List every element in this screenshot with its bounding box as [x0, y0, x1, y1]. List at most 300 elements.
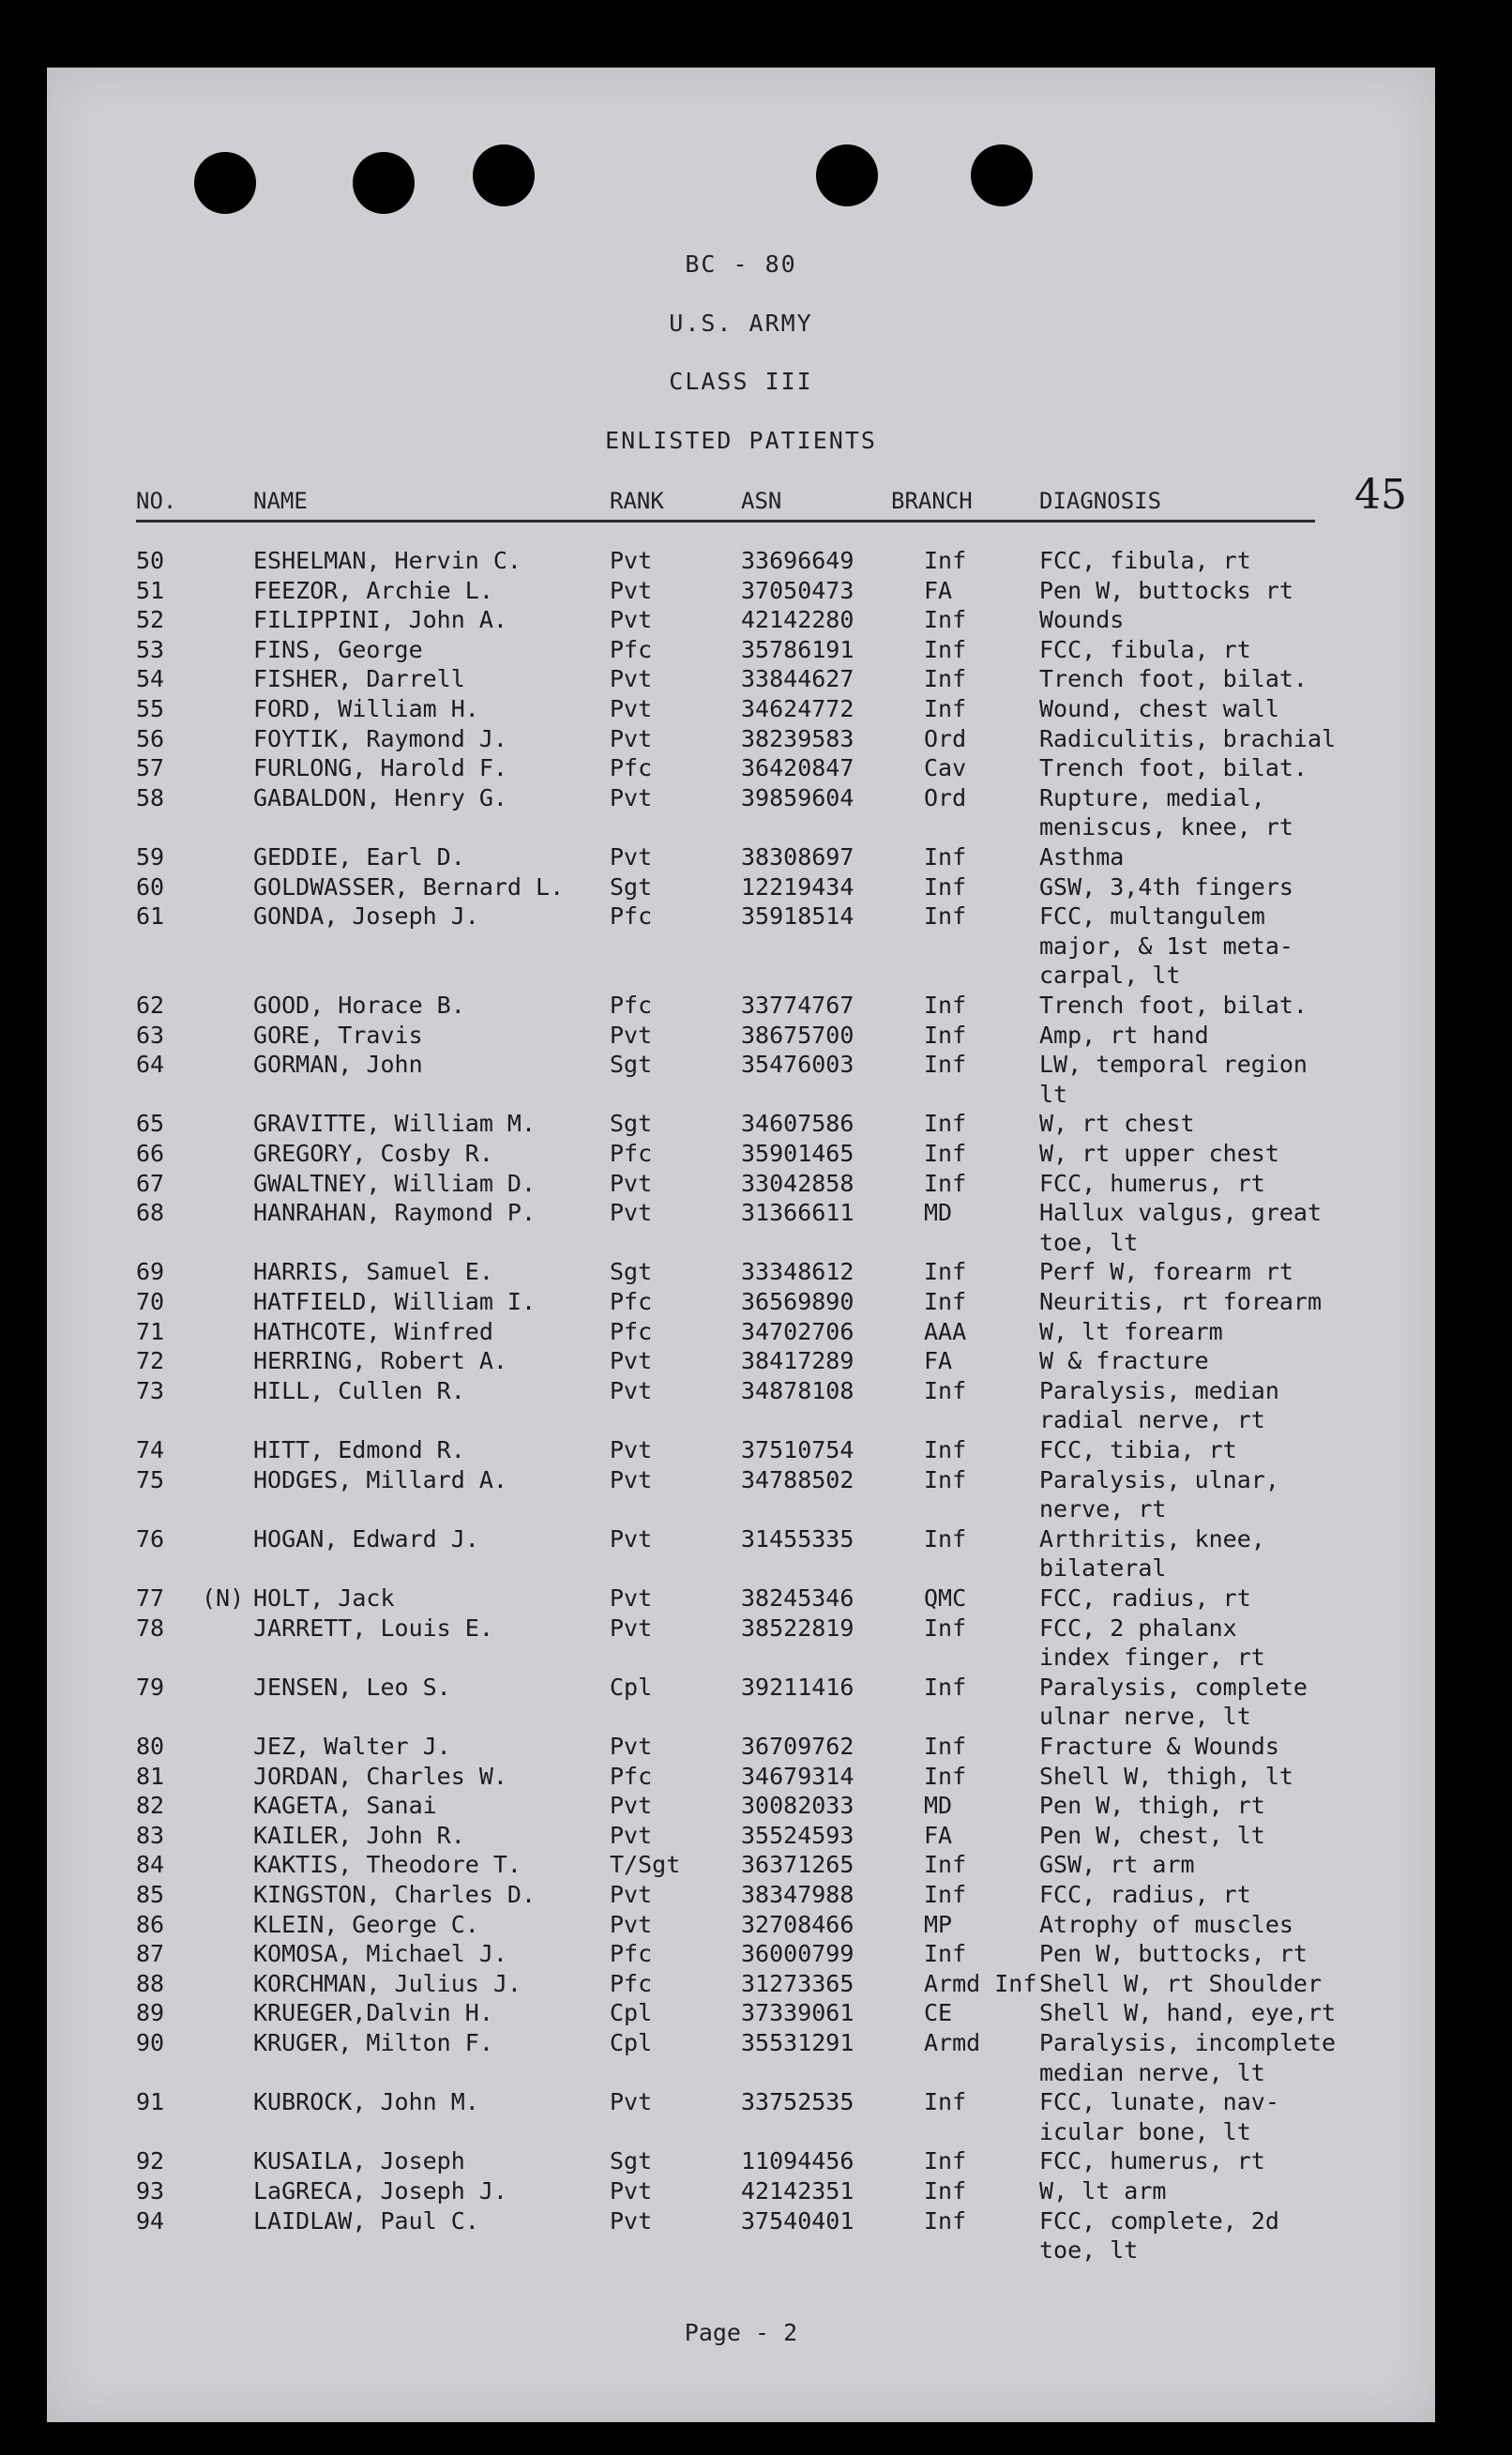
patient-asn: 39211416	[741, 1673, 854, 1701]
patient-asn: 37510754	[741, 1436, 854, 1463]
patient-branch: Inf	[924, 992, 967, 1019]
punch-hole	[971, 144, 1033, 206]
patient-diagnosis: W, lt forearm	[1039, 1317, 1223, 1345]
patient-name: FOYTIK, Raymond J.	[253, 724, 507, 752]
patient-asn: 38675700	[741, 1021, 854, 1049]
patient-rank: Cpl	[610, 1999, 653, 2027]
row-number: 94	[136, 2206, 165, 2235]
patient-diagnosis: ulnar nerve, lt	[1039, 1703, 1251, 1731]
patient-name: GOLDWASSER, Bernard L.	[253, 872, 565, 901]
patient-branch: Inf	[924, 1140, 967, 1167]
patient-rank: Pvt	[610, 2177, 653, 2205]
patient-asn: 37339061	[741, 1999, 854, 2027]
row-number: 63	[136, 1021, 165, 1049]
patient-diagnosis: Asthma	[1039, 843, 1125, 871]
patient-branch: Inf	[924, 872, 967, 901]
patient-diagnosis: Trench foot, bilat.	[1039, 992, 1308, 1019]
patient-asn: 35918514	[741, 902, 854, 931]
patient-branch: Inf	[924, 1762, 967, 1790]
patient-diagnosis: FCC, tibia, rt	[1039, 1436, 1237, 1463]
patient-diagnosis: bilateral	[1039, 1554, 1167, 1583]
patient-rank: Pvt	[610, 1436, 653, 1463]
patient-asn: 34702706	[741, 1317, 854, 1345]
patient-diagnosis: W, lt arm	[1039, 2177, 1167, 2205]
patient-diagnosis: Shell W, hand, eye,rt	[1039, 1999, 1337, 2027]
patient-name: LAIDLAW, Paul C.	[253, 2206, 479, 2235]
patient-rank: Pvt	[610, 576, 653, 604]
patient-branch: MP	[924, 1910, 953, 1938]
patient-branch: Inf	[924, 1436, 967, 1463]
patient-rank: Pfc	[610, 754, 653, 782]
patient-rank: Sgt	[610, 2147, 653, 2175]
patient-branch: MD	[924, 1792, 953, 1820]
patient-branch: FA	[924, 576, 953, 604]
patient-rank: Pvt	[610, 606, 653, 634]
patient-diagnosis: Pen W, buttocks rt	[1039, 576, 1293, 604]
patient-diagnosis: FCC, fibula, rt	[1039, 547, 1251, 574]
row-number: 91	[136, 2088, 165, 2116]
patient-rank: Pvt	[610, 1881, 653, 1908]
patient-name: GEDDIE, Earl D.	[253, 843, 465, 871]
row-number: 56	[136, 724, 165, 752]
row-number: 52	[136, 606, 165, 634]
patient-asn: 35531291	[741, 2029, 854, 2056]
patient-rank: Pvt	[610, 1021, 653, 1049]
patient-diagnosis: Paralysis, ulnar,	[1039, 1465, 1279, 1493]
patient-name: JEZ, Walter J.	[253, 1733, 451, 1760]
patient-diagnosis: Hallux valgus, great	[1039, 1199, 1323, 1227]
patient-asn: 36709762	[741, 1733, 854, 1760]
patient-branch: Inf	[924, 1021, 967, 1049]
patient-diagnosis: FCC, multangulem	[1039, 902, 1265, 931]
patient-branch: Inf	[924, 2206, 967, 2235]
row-number: 64	[136, 1051, 165, 1079]
patient-asn: 38308697	[741, 843, 854, 871]
patient-diagnosis: index finger, rt	[1039, 1644, 1265, 1672]
row-number: 73	[136, 1376, 165, 1404]
patient-diagnosis: nerve, rt	[1039, 1495, 1167, 1523]
patient-rank: Pvt	[610, 843, 653, 871]
patient-rank: Pvt	[610, 1792, 653, 1820]
patient-asn: 38239583	[741, 724, 854, 752]
patient-name: GOOD, Horace B.	[253, 992, 465, 1019]
patient-rank: Pfc	[610, 1762, 653, 1790]
row-number: 65	[136, 1110, 165, 1138]
page-footer: Page - 2	[684, 2319, 798, 2346]
patient-name: HERRING, Robert A.	[253, 1347, 507, 1375]
patient-diagnosis: FCC, radius, rt	[1039, 1881, 1251, 1908]
patient-branch: Inf	[924, 606, 967, 634]
row-number: 83	[136, 1821, 165, 1849]
patient-name: HILL, Cullen R.	[253, 1376, 465, 1404]
patient-name: KAGETA, Sanai	[253, 1792, 437, 1820]
row-number: 80	[136, 1733, 165, 1760]
row-number: 77	[136, 1584, 165, 1612]
patient-asn: 36000799	[741, 1940, 854, 1968]
row-number: 82	[136, 1792, 165, 1820]
patient-diagnosis: FCC, humerus, rt	[1039, 2147, 1265, 2175]
patient-name: KUSAILA, Joseph	[253, 2147, 465, 2175]
row-number: 75	[136, 1465, 165, 1493]
patient-branch: AAA	[924, 1317, 967, 1345]
row-number: 74	[136, 1436, 165, 1463]
patient-asn: 38245346	[741, 1584, 854, 1612]
patient-name: ESHELMAN, Hervin C.	[253, 547, 522, 574]
patient-asn: 34679314	[741, 1762, 854, 1790]
patient-asn: 33774767	[741, 992, 854, 1019]
patient-name: GREGORY, Cosby R.	[253, 1140, 493, 1167]
patient-branch: Inf	[924, 1376, 967, 1404]
patient-asn: 33348612	[741, 1258, 854, 1286]
row-number: 67	[136, 1169, 165, 1197]
patient-rank: Pvt	[610, 1376, 653, 1404]
patient-rank: Pvt	[610, 1524, 653, 1553]
patient-name: HODGES, Millard A.	[253, 1465, 507, 1493]
patient-diagnosis: Radiculitis, brachial	[1039, 724, 1337, 752]
patient-diagnosis: Neuritis, rt forearm	[1039, 1288, 1323, 1315]
row-number: 86	[136, 1910, 165, 1938]
patient-branch: QMC	[924, 1584, 967, 1612]
row-number: 69	[136, 1258, 165, 1286]
patient-diagnosis: W & fracture	[1039, 1347, 1209, 1375]
patient-diagnosis: Amp, rt hand	[1039, 1021, 1209, 1049]
patient-rank: Pfc	[610, 1969, 653, 1997]
patient-diagnosis: Atrophy of muscles	[1039, 1910, 1293, 1938]
row-number: 93	[136, 2177, 165, 2205]
patient-name: GONDA, Joseph J.	[253, 902, 479, 931]
patient-rank: Pvt	[610, 1910, 653, 1938]
patient-diagnosis: lt	[1039, 1080, 1068, 1108]
patient-diagnosis: median nerve, lt	[1039, 2058, 1265, 2086]
patient-asn: 33752535	[741, 2088, 854, 2116]
patient-asn: 34607586	[741, 1110, 854, 1138]
patient-diagnosis: FCC, fibula, rt	[1039, 635, 1251, 663]
patient-asn: 42142351	[741, 2177, 854, 2205]
patient-diagnosis: major, & 1st meta-	[1039, 932, 1293, 960]
row-number: 62	[136, 992, 165, 1019]
row-number: 53	[136, 635, 165, 663]
patient-diagnosis: Trench foot, bilat.	[1039, 665, 1308, 693]
patient-name: GRAVITTE, William M.	[253, 1110, 537, 1138]
patient-name: GORE, Travis	[253, 1021, 423, 1049]
patient-rank: Pvt	[610, 1169, 653, 1197]
service-title: U.S. ARMY	[669, 310, 813, 337]
patient-branch: Inf	[924, 665, 967, 693]
punch-hole	[194, 152, 256, 214]
patient-name: KAKTIS, Theodore T.	[253, 1851, 522, 1879]
patient-asn: 35524593	[741, 1821, 854, 1849]
patient-rank: Pvt	[610, 1347, 653, 1375]
patient-name: FILIPPINI, John A.	[253, 606, 507, 634]
patient-rank: Pfc	[610, 1140, 653, 1167]
patient-asn: 36420847	[741, 754, 854, 782]
patient-diagnosis: W, rt chest	[1039, 1110, 1195, 1138]
punch-hole	[353, 152, 415, 214]
patient-branch: Inf	[924, 2147, 967, 2175]
patient-asn: 38522819	[741, 1614, 854, 1642]
patient-branch: FA	[924, 1821, 953, 1849]
patient-branch: CE	[924, 1999, 953, 2027]
patient-diagnosis: Shell W, thigh, lt	[1039, 1762, 1293, 1790]
patient-asn: 32708466	[741, 1910, 854, 1938]
document-page	[47, 68, 1435, 2422]
patient-branch: Armd Inf	[924, 1969, 1037, 1997]
patient-branch: Inf	[924, 1614, 967, 1642]
patient-branch: Inf	[924, 547, 967, 574]
patient-diagnosis: LW, temporal region	[1039, 1051, 1308, 1079]
patient-name: HATFIELD, William I.	[253, 1288, 537, 1315]
patient-rank: Sgt	[610, 1051, 653, 1079]
row-number: 54	[136, 665, 165, 693]
patient-asn: 11094456	[741, 2147, 854, 2175]
row-number: 58	[136, 783, 165, 811]
patient-rank: Pvt	[610, 783, 653, 811]
patient-diagnosis: Shell W, rt Shoulder	[1039, 1969, 1323, 1997]
patient-diagnosis: Perf W, forearm rt	[1039, 1258, 1293, 1286]
row-number: 70	[136, 1288, 165, 1315]
patient-name: HANRAHAN, Raymond P.	[253, 1199, 537, 1227]
row-number: 78	[136, 1614, 165, 1642]
row-number: 51	[136, 576, 165, 604]
patient-rank: Pfc	[610, 1317, 653, 1345]
patient-branch: Inf	[924, 1288, 967, 1315]
patient-rank: Pvt	[610, 1584, 653, 1612]
row-number: 87	[136, 1940, 165, 1968]
patient-branch: Inf	[924, 1169, 967, 1197]
patient-rank: Pvt	[610, 547, 653, 574]
column-header-asn: ASN	[741, 488, 782, 514]
patient-name: LaGRECA, Joseph J.	[253, 2177, 507, 2205]
row-number: 81	[136, 1762, 165, 1790]
patient-diagnosis: GSW, rt arm	[1039, 1851, 1195, 1879]
patient-rank: Sgt	[610, 1110, 653, 1138]
patient-rank: Pfc	[610, 1940, 653, 1968]
patient-asn: 36569890	[741, 1288, 854, 1315]
patient-name: HOLT, Jack	[253, 1584, 395, 1612]
patient-rank: Pfc	[610, 635, 653, 663]
patient-diagnosis: Pen W, chest, lt	[1039, 1821, 1265, 1849]
patient-branch: Inf	[924, 1733, 967, 1760]
patient-name: KUBROCK, John M.	[253, 2088, 479, 2116]
patient-asn: 31455335	[741, 1524, 854, 1553]
category-title: ENLISTED PATIENTS	[605, 427, 877, 454]
row-number: 85	[136, 1881, 165, 1908]
patient-name: KINGSTON, Charles D.	[253, 1881, 537, 1908]
patient-rank: Pfc	[610, 1288, 653, 1315]
patient-name: KORCHMAN, Julius J.	[253, 1969, 522, 1997]
column-header-diagnosis: DIAGNOSIS	[1039, 488, 1162, 514]
patient-asn: 30082033	[741, 1792, 854, 1820]
patient-diagnosis: toe, lt	[1039, 2236, 1139, 2265]
patient-asn: 38347988	[741, 1881, 854, 1908]
patient-branch: MD	[924, 1199, 953, 1227]
patient-diagnosis: Pen W, thigh, rt	[1039, 1792, 1265, 1820]
row-number: 68	[136, 1199, 165, 1227]
patient-diagnosis: radial nerve, rt	[1039, 1406, 1265, 1434]
patient-rank: Pfc	[610, 902, 653, 931]
patient-rank: Pvt	[610, 1199, 653, 1227]
patient-rank: T/Sgt	[610, 1851, 681, 1879]
header-rule	[136, 520, 1315, 523]
patient-name: FISHER, Darrell	[253, 665, 465, 693]
patient-branch: Inf	[924, 1673, 967, 1701]
patient-diagnosis: Fracture & Wounds	[1039, 1733, 1279, 1760]
patient-asn: 33696649	[741, 547, 854, 574]
patient-name: JORDAN, Charles W.	[253, 1762, 507, 1790]
patient-name: KOMOSA, Michael J.	[253, 1940, 507, 1968]
patient-asn: 35901465	[741, 1140, 854, 1167]
patient-diagnosis: Paralysis, median	[1039, 1376, 1279, 1404]
patient-name: HITT, Edmond R.	[253, 1436, 465, 1463]
patient-asn: 33042858	[741, 1169, 854, 1197]
patient-asn: 38417289	[741, 1347, 854, 1375]
row-number: 50	[136, 547, 165, 574]
row-number: 89	[136, 1999, 165, 2027]
patient-rank: Pvt	[610, 2088, 653, 2116]
patient-asn: 35786191	[741, 635, 854, 663]
patient-name: FURLONG, Harold F.	[253, 754, 507, 782]
patient-diagnosis: W, rt upper chest	[1039, 1140, 1279, 1167]
patient-branch: Inf	[924, 1051, 967, 1079]
patient-rank: Sgt	[610, 872, 653, 901]
patient-name: JARRETT, Louis E.	[253, 1614, 493, 1642]
patient-rank: Pvt	[610, 724, 653, 752]
row-number: 90	[136, 2029, 165, 2056]
patient-diagnosis: FCC, complete, 2d	[1039, 2206, 1279, 2235]
patient-diagnosis: FCC, humerus, rt	[1039, 1169, 1265, 1197]
punch-hole	[473, 144, 535, 206]
patient-diagnosis: Wound, chest wall	[1039, 695, 1279, 722]
patient-name: GABALDON, Henry G.	[253, 783, 507, 811]
patient-asn: 31366611	[741, 1199, 854, 1227]
patient-asn: 12219434	[741, 872, 854, 901]
row-number: 79	[136, 1673, 165, 1701]
patient-diagnosis: Trench foot, bilat.	[1039, 754, 1308, 782]
row-number: 59	[136, 843, 165, 871]
patient-branch: Inf	[924, 902, 967, 931]
patient-rank: Sgt	[610, 1258, 653, 1286]
column-header-name: NAME	[253, 488, 308, 514]
patient-name: KRUGER, Milton F.	[253, 2029, 493, 2056]
patient-asn: 34878108	[741, 1376, 854, 1404]
patient-diagnosis: meniscus, knee, rt	[1039, 813, 1293, 841]
patient-name: GORMAN, John	[253, 1051, 423, 1079]
punch-hole	[816, 144, 878, 206]
patient-branch: FA	[924, 1347, 953, 1375]
row-number: 55	[136, 695, 165, 722]
patient-diagnosis: Rupture, medial,	[1039, 783, 1265, 811]
patient-branch: Inf	[924, 1110, 967, 1138]
patient-diagnosis: icular bone, lt	[1039, 2117, 1251, 2145]
patient-name: HARRIS, Samuel E.	[253, 1258, 493, 1286]
patient-diagnosis: Arthritis, knee,	[1039, 1524, 1265, 1553]
patient-name: KAILER, John R.	[253, 1821, 465, 1849]
row-prefix: (N)	[202, 1584, 245, 1612]
patient-rank: Pvt	[610, 1821, 653, 1849]
patient-diagnosis: Wounds	[1039, 606, 1125, 634]
patient-branch: Inf	[924, 843, 967, 871]
patient-rank: Pvt	[610, 1733, 653, 1760]
patient-asn: 37540401	[741, 2206, 854, 2235]
patient-rank: Cpl	[610, 2029, 653, 2056]
class-title: CLASS III	[669, 368, 813, 395]
row-number: 66	[136, 1140, 165, 1167]
patient-branch: Armd	[924, 2029, 981, 2056]
patient-branch: Inf	[924, 1881, 967, 1908]
patient-asn: 33844627	[741, 665, 854, 693]
patient-diagnosis: FCC, lunate, nav-	[1039, 2088, 1279, 2116]
patient-asn: 42142280	[741, 606, 854, 634]
patient-name: KLEIN, George C.	[253, 1910, 479, 1938]
form-number: BC - 80	[685, 250, 797, 278]
patient-diagnosis: GSW, 3,4th fingers	[1039, 872, 1293, 901]
row-number: 84	[136, 1851, 165, 1879]
row-number: 88	[136, 1969, 165, 1997]
patient-rank: Pvt	[610, 1465, 653, 1493]
row-number: 71	[136, 1317, 165, 1345]
row-number: 57	[136, 754, 165, 782]
patient-asn: 39859604	[741, 783, 854, 811]
patient-asn: 37050473	[741, 576, 854, 604]
patient-branch: Inf	[924, 1940, 967, 1968]
patient-branch: Inf	[924, 1465, 967, 1493]
patient-diagnosis: FCC, radius, rt	[1039, 1584, 1251, 1612]
column-header-branch: BRANCH	[891, 488, 973, 514]
row-number: 72	[136, 1347, 165, 1375]
patient-diagnosis: FCC, 2 phalanx	[1039, 1614, 1237, 1642]
patient-diagnosis: Paralysis, complete	[1039, 1673, 1308, 1701]
row-number: 61	[136, 902, 165, 931]
patient-rank: Pvt	[610, 695, 653, 722]
patient-rank: Pvt	[610, 665, 653, 693]
patient-branch: Inf	[924, 1851, 967, 1879]
patient-asn: 35476003	[741, 1051, 854, 1079]
patient-name: FORD, William H.	[253, 695, 479, 722]
column-header-rank: RANK	[610, 488, 664, 514]
patient-name: FINS, George	[253, 635, 423, 663]
column-header-no: NO.	[136, 488, 177, 514]
patient-name: KRUEGER,Dalvin H.	[253, 1999, 493, 2027]
patient-branch: Ord	[924, 724, 967, 752]
patient-diagnosis: toe, lt	[1039, 1228, 1139, 1256]
patient-name: GWALTNEY, William D.	[253, 1169, 537, 1197]
patient-branch: Inf	[924, 635, 967, 663]
patient-rank: Pvt	[610, 2206, 653, 2235]
page-number: 45	[1354, 471, 1407, 519]
patient-branch: Inf	[924, 695, 967, 722]
row-number: 92	[136, 2147, 165, 2175]
patient-diagnosis: carpal, lt	[1039, 962, 1181, 990]
patient-name: HATHCOTE, Winfred	[253, 1317, 493, 1345]
patient-rank: Pvt	[610, 1614, 653, 1642]
patient-asn: 36371265	[741, 1851, 854, 1879]
patient-asn: 34788502	[741, 1465, 854, 1493]
patient-asn: 34624772	[741, 695, 854, 722]
patient-name: HOGAN, Edward J.	[253, 1524, 479, 1553]
patient-branch: Inf	[924, 2088, 967, 2116]
patient-diagnosis: Pen W, buttocks, rt	[1039, 1940, 1308, 1968]
patient-name: JENSEN, Leo S.	[253, 1673, 451, 1701]
patient-rank: Pfc	[610, 992, 653, 1019]
patient-branch: Cav	[924, 754, 967, 782]
patient-branch: Inf	[924, 1524, 967, 1553]
patient-branch: Inf	[924, 1258, 967, 1286]
row-number: 76	[136, 1524, 165, 1553]
patient-branch: Ord	[924, 783, 967, 811]
patient-rank: Cpl	[610, 1673, 653, 1701]
patient-diagnosis: Paralysis, incomplete	[1039, 2029, 1337, 2056]
patient-name: FEEZOR, Archie L.	[253, 576, 493, 604]
